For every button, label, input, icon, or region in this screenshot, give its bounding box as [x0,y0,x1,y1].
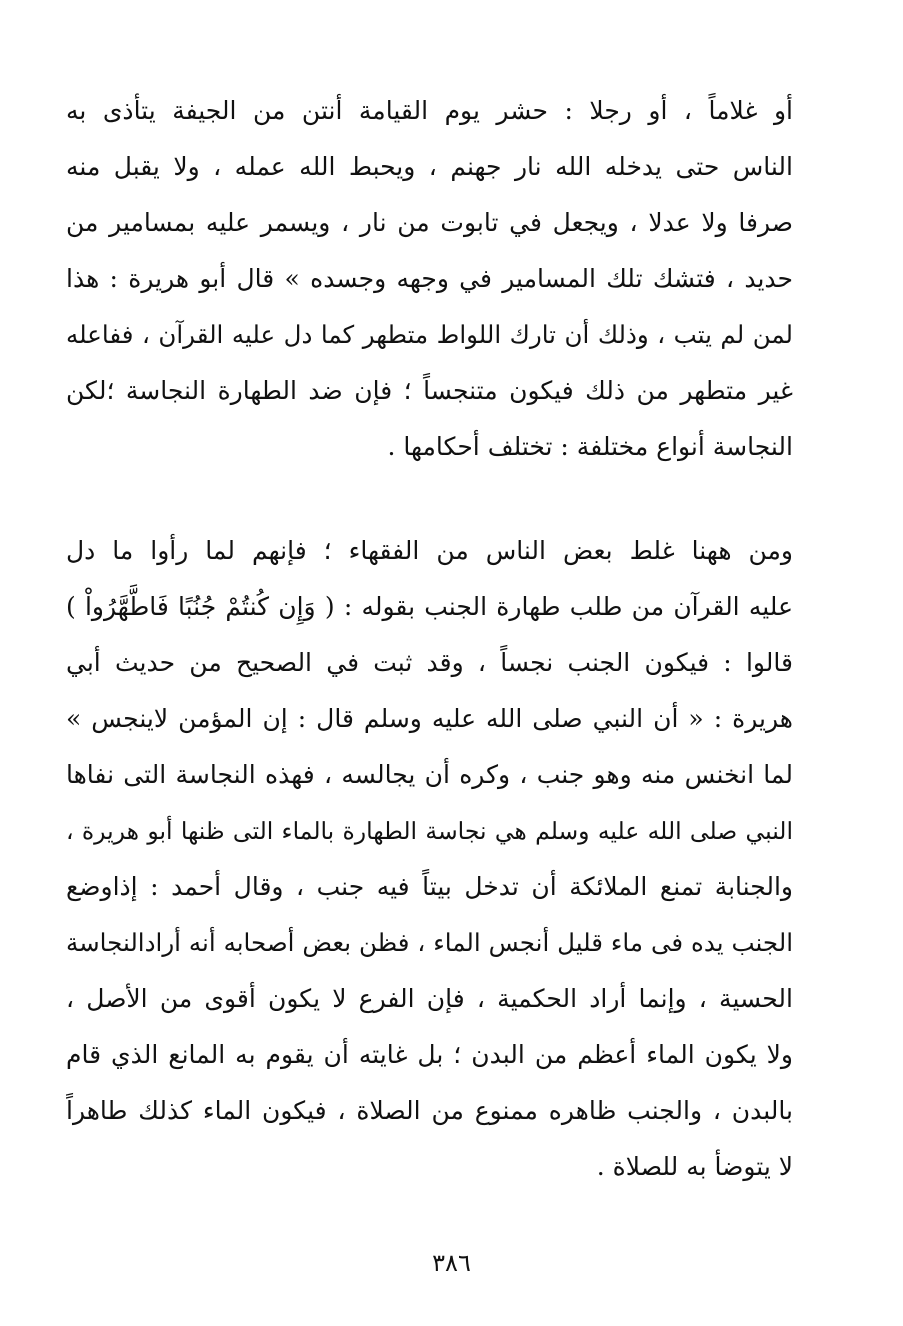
text-line: لمن لم يتب ، وذلك أن تارك اللواط متطهر كما دل عليه القرآن ، ففاعله [66,320,793,349]
text-line: حديد ، فتشك تلك المسامير في وجهه وجسده » قال أبو هريرة : هذا [66,264,793,293]
text-line: الحسية ، وإنما أراد الحكمية ، فإن الفرع لا يكون أقوى من الأصل ، [66,984,793,1013]
text-line: ولا يكون الماء أعظم من البدن ؛ بل غايته أن يقوم به المانع الذي قام [66,1040,793,1069]
text-line: قالوا : فيكون الجنب نجساً ، وقد ثبت في الصحيح من حديث أبي [66,648,793,677]
text-line: أو غلاماً ، أو رجلا : حشر يوم القيامة أنتن من الجيفة يتأذى به [66,96,793,125]
text-line: لا يتوضأ به للصلاة . [596,1152,793,1181]
paragraph-2 [66,523,793,1195]
text-line: النبي صلى الله عليه وسلم هي نجاسة الطهارة بالماء التى ظنها أبو هريرة ، [66,817,793,845]
text-line: والجنابة تمنع الملائكة أن تدخل بيتاً فيه جنب ، وقال أحمد : إذاوضع [66,872,793,901]
text-line: لما انخنس منه وهو جنب ، وكره أن يجالسه ، فهذه النجاسة التى نفاها [66,760,793,789]
paragraph-1 [66,83,793,475]
text-line: ومن ههنا غلط بعض الناس من الفقهاء ؛ فإنهم لما رأوا ما دل [66,536,793,565]
text-line: عليه القرآن من طلب طهارة الجنب بقوله : ( وَإِن كُنتُمْ جُنُبًا فَاطَّهَّرُواْ ) [66,592,793,621]
text-line: بالبدن ، والجنب ظاهره ممنوع من الصلاة ، فيكون الماء كذلك طاهراً [66,1096,793,1125]
text-line: الناس حتى يدخله الله نار جهنم ، ويحبط الله عمله ، ولا يقبل منه [66,152,793,181]
text-line: صرفا ولا عدلا ، ويجعل في تابوت من نار ، ويسمر عليه بمسامير من [66,208,793,237]
text-line: الجنب يده فى ماء قليل أنجس الماء ، فظن بعض أصحابه أنه أرادالنجاسة [66,928,793,957]
text-line: هريرة : « أن النبي صلى الله عليه وسلم قال : إن المؤمن لاينجس » [66,704,793,733]
text-line: النجاسة أنواع مختلفة : تختلف أحكامها . [387,432,793,461]
page-number: ٣٨٦ [432,1249,471,1277]
text-line: غير متطهر من ذلك فيكون متنجساً ؛ فإن ضد الطهارة النجاسة ؛لكن [66,376,793,405]
